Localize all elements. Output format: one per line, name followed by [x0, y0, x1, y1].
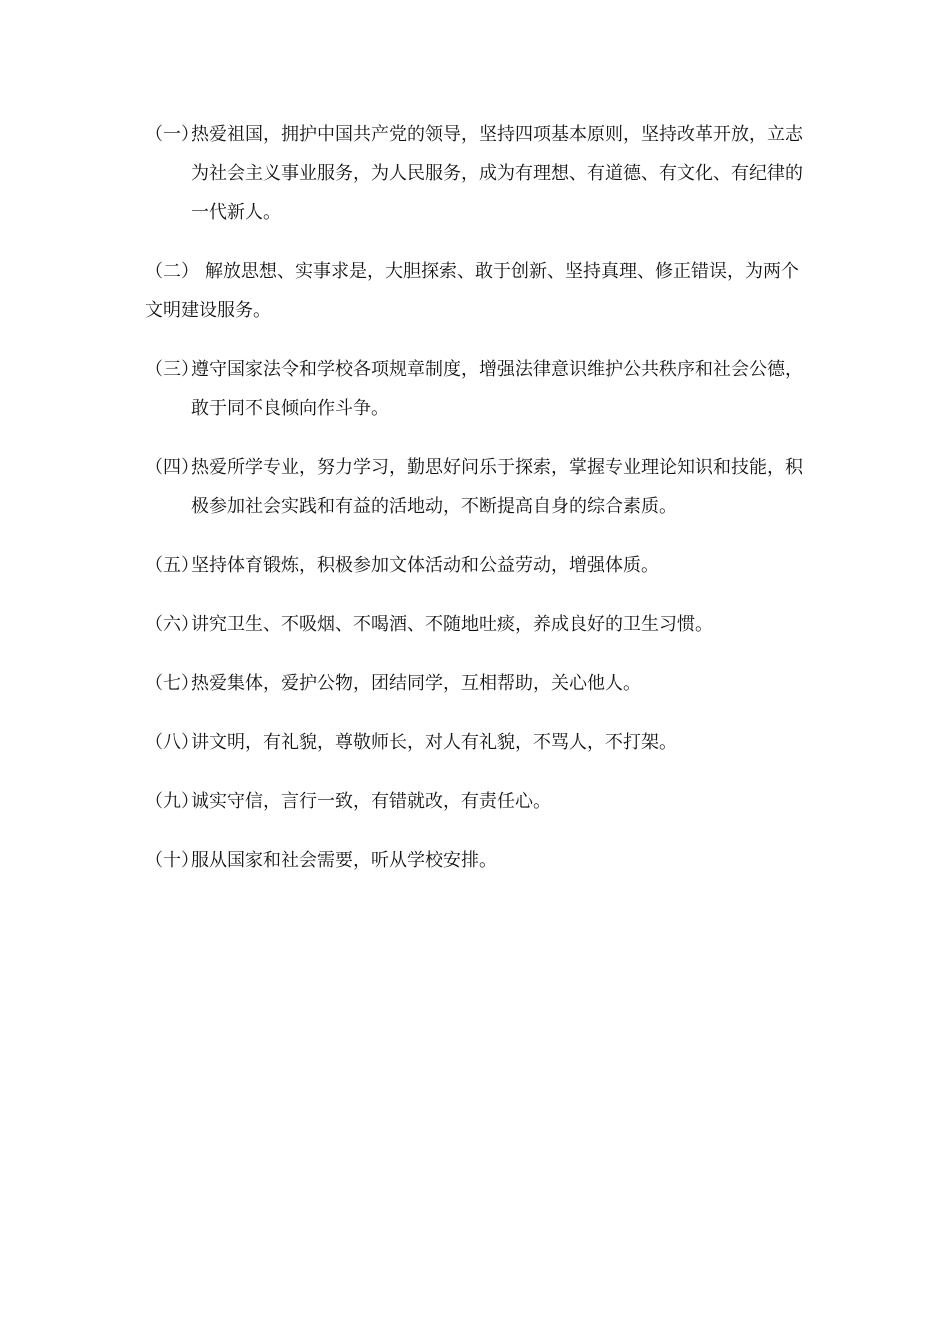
item-text: 诚实守信，言行一致，有错就改，有责任心。 [191, 791, 551, 812]
item-text: 遵守国家法令和学校各项规章制度，增强法律意识维护公共秩序和社会公德，敢于同不良倾向作斗争。 [191, 359, 803, 419]
list-item [145, 350, 815, 428]
item-number: （九） [145, 791, 199, 812]
list-item [145, 546, 815, 585]
item-number: （二） [145, 261, 199, 282]
item-number: （三） [145, 359, 199, 380]
item-text: 解放思想、实事求是，大胆探索、敢于创新、坚持真理、修正错误，为两个文明建设服务。 [145, 261, 799, 321]
item-number: （一） [145, 124, 199, 145]
item-text: 讲文明，有礼貌，尊敬师长，对人有礼貌，不骂人，不打架。 [191, 732, 677, 753]
list-item [145, 448, 815, 526]
item-number: （八） [145, 732, 199, 753]
item-text: 热爱祖国，拥护中国共产党的领导，坚持四项基本原则，坚持改革开放，立志为社会主义事业服务，为人民服务，成为有理想、有道德、有文化、有纪律的一代新人。 [191, 124, 803, 223]
list-item [145, 252, 815, 330]
item-number: （五） [145, 555, 199, 576]
item-number: （六） [145, 614, 199, 635]
list-item [145, 841, 815, 880]
item-number: （七） [145, 673, 199, 694]
item-number: （十） [145, 850, 199, 871]
list-item [145, 723, 815, 762]
item-text: 服从国家和社会需要，听从学校安排。 [191, 850, 497, 871]
list-item [145, 782, 815, 821]
list-item [145, 115, 815, 232]
list-item [145, 605, 815, 644]
item-number: （四） [145, 457, 199, 478]
list-item [145, 664, 815, 703]
item-text: 讲究卫生、不吸烟、不喝酒、不随地吐痰，养成良好的卫生习惯。 [191, 614, 713, 635]
document-body [145, 115, 815, 900]
item-text: 热爱所学专业，努力学习，勤思好问乐于探索，掌握专业理论知识和技能，积极参加社会实践和有益的活地动，不断提高自身的综合素质。 [191, 457, 803, 517]
item-text: 热爱集体，爱护公物，团结同学，互相帮助，关心他人。 [191, 673, 641, 694]
item-text: 坚持体育锻炼，积极参加文体活动和公益劳动，增强体质。 [191, 555, 659, 576]
